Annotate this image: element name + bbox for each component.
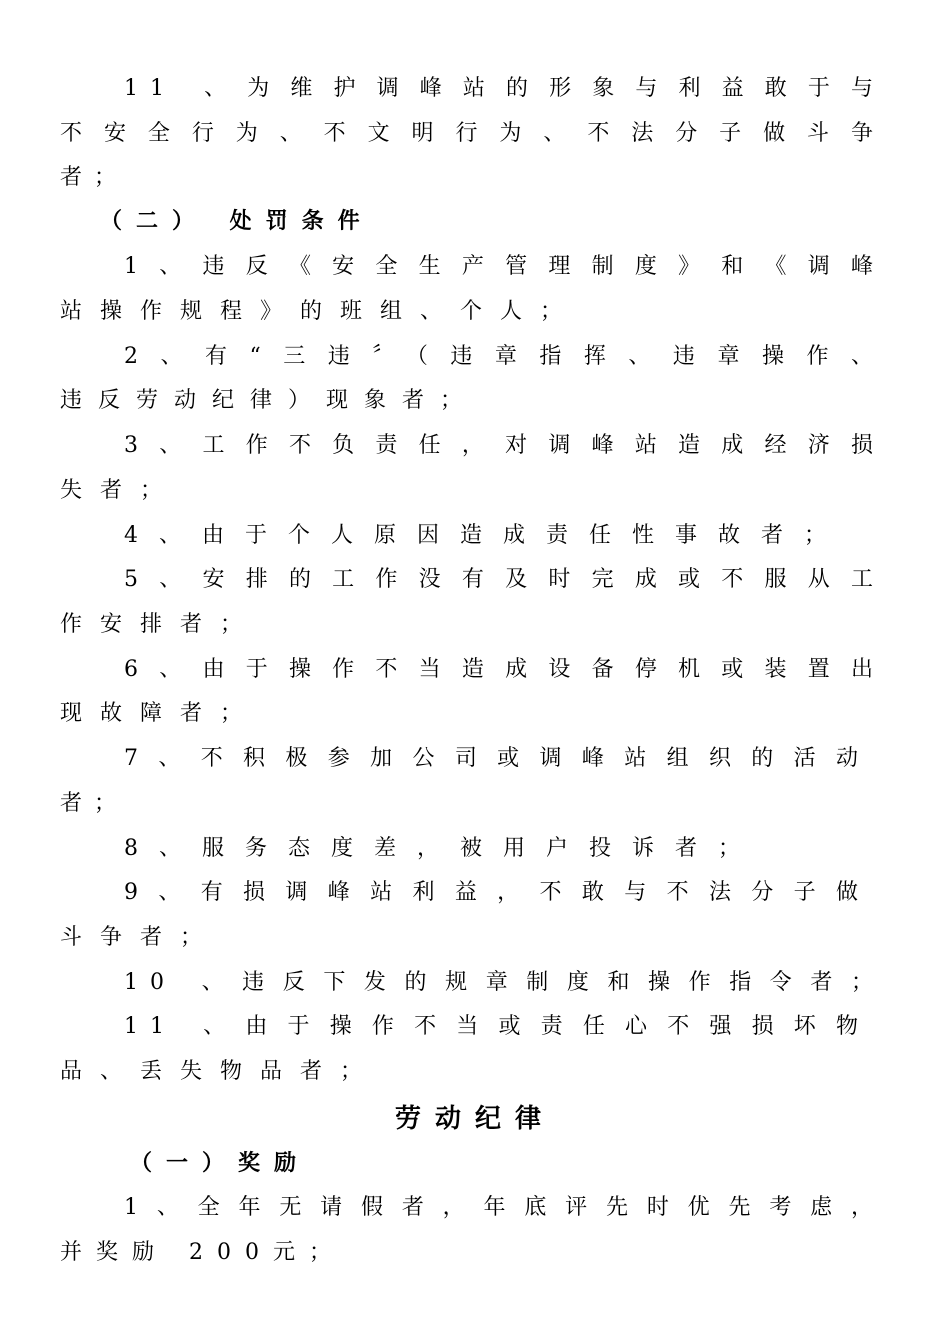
reward-item-11-line-1: 11 、为维护调峰站的形象与利益敢于与 xyxy=(124,76,885,101)
penalty-item-1-line-2: 站操作规程》的班组、个人； xyxy=(60,299,581,324)
penalty-item-4: 4、由于个人原因造成责任性事故者； xyxy=(124,523,847,548)
penalty-item-11-line-1: 11 、由于操作不当或责任心不强损坏物 xyxy=(124,1014,870,1039)
penalty-item-2-line-1: 2、有“三违〞（违章指挥、违章操作、 xyxy=(124,344,885,369)
discipline-reward-item-1-line-1: 1、全年无请假者，年底评先时优先考虑， xyxy=(124,1195,885,1220)
penalty-item-7-line-2: 者； xyxy=(60,791,129,816)
penalty-item-10: 10 、违反下发的规章制度和操作指令者； xyxy=(124,970,885,995)
penalty-item-3-line-2: 失者； xyxy=(60,478,181,503)
penalty-item-8: 8、服务态度差，被用户投诉者； xyxy=(124,836,761,861)
discipline-reward-item-1-line-2: 并奖励 200元； xyxy=(60,1240,345,1265)
penalty-item-5-line-2: 作安排者； xyxy=(60,612,261,637)
penalty-item-9-line-2: 斗争者； xyxy=(60,925,221,950)
labor-discipline-title: 劳动纪律 xyxy=(394,1104,555,1134)
reward-item-11-line-2: 不安全行为、不文明行为、不法分子做斗争 xyxy=(60,121,885,146)
penalty-item-2-line-2: 违反劳动纪律）现象者； xyxy=(60,388,479,413)
penalty-item-1-line-1: 1、违反《安全生产管理制度》和《调峰 xyxy=(124,254,885,279)
penalty-item-7-line-1: 7、不积极参加公司或调峰站组织的活动 xyxy=(124,746,870,771)
penalty-item-9-line-1: 9、有损调峰站利益，不敢与不法分子做 xyxy=(124,880,870,905)
reward-item-11-line-3: 者； xyxy=(60,165,129,190)
penalty-item-11-line-2: 品、丢失物品者； xyxy=(60,1059,381,1084)
penalty-conditions-heading: （二） 处罚条件 xyxy=(100,209,374,234)
penalty-item-3-line-1: 3、工作不负责任，对调峰站造成经济损 xyxy=(124,433,885,458)
penalty-item-6-line-1: 6、由于操作不当造成设备停机或装置出 xyxy=(124,657,885,682)
penalty-item-6-line-2: 现故障者； xyxy=(60,701,261,726)
penalty-item-5-line-1: 5、安排的工作没有及时完成或不服从工 xyxy=(124,567,885,592)
reward-subheading: （一）奖励 xyxy=(130,1151,311,1176)
